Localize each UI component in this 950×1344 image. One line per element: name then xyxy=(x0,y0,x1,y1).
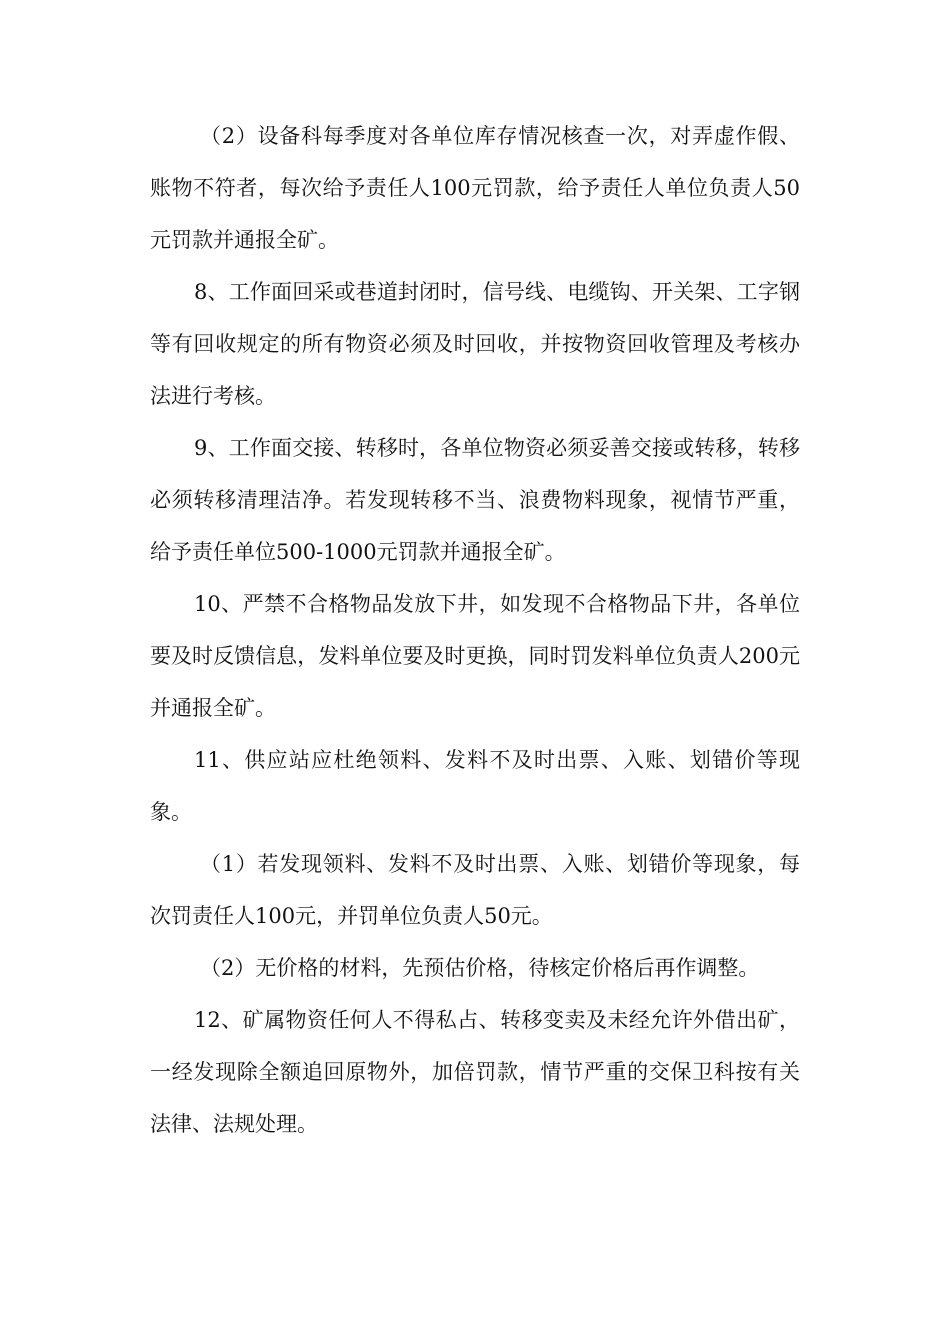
paragraph-item-11: 11、供应站应杜绝领料、发料不及时出票、入账、划错价等现象。 xyxy=(150,748,800,824)
paragraph-item-9: 9、工作面交接、转移时，各单位物资必须妥善交接或转移，转移必须转移清理洁净。若发现转移不当、浪费物料现象，视情节严重，给予责任单位500-1000元罚款并通报全矿。 xyxy=(150,436,800,564)
paragraph-item-11-sub-1: （1）若发现领料、发料不及时出票、入账、划错价等现象，每次罚责任人100元，并罚单位负责人50元。 xyxy=(150,852,800,928)
paragraph-item-12: 12、矿属物资任何人不得私占、转移变卖及未经允许外借出矿，一经发现除全额追回原物外，加倍罚款，情节严重的交保卫科按有关法律、法规处理。 xyxy=(150,1008,800,1136)
paragraph-inventory-check: （2）设备科每季度对各单位库存情况核查一次，对弄虚作假、账物不符者，每次给予责任人100元罚款，给予责任人单位负责人50元罚款并通报全矿。 xyxy=(150,124,800,252)
paragraph-item-11-sub-2: （2）无价格的材料，先预估价格，待核定价格后再作调整。 xyxy=(200,956,760,980)
paragraph-item-10: 10、严禁不合格物品发放下井，如发现不合格物品下井，各单位要及时反馈信息，发料单位要及时更换，同时罚发料单位负责人200元并通报全矿。 xyxy=(150,592,800,720)
paragraph-item-8: 8、工作面回采或巷道封闭时，信号线、电缆钩、开关架、工字钢等有回收规定的所有物资必须及时回收，并按物资回收管理及考核办法进行考核。 xyxy=(150,280,800,408)
document-body xyxy=(150,110,800,1150)
